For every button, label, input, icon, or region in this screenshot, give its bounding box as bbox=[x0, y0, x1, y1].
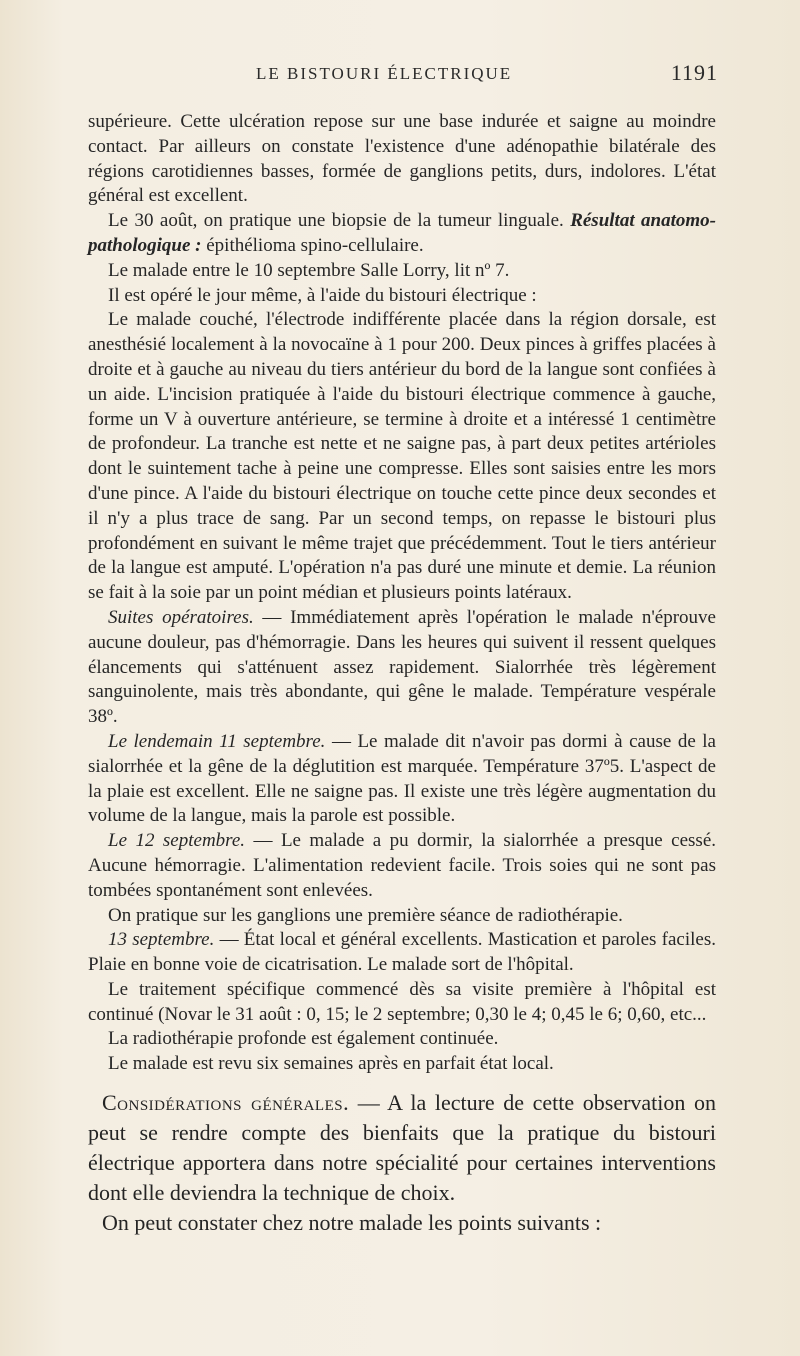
paragraph bbox=[88, 978, 716, 1028]
paragraph-text: Le malade entre le 10 septembre Salle Lorry, lit nº 7. bbox=[108, 259, 510, 281]
paragraph bbox=[88, 904, 716, 929]
paragraph bbox=[88, 110, 716, 209]
paragraph-text: Il est opéré le jour même, à l'aide du bistouri électrique : bbox=[108, 284, 537, 306]
paragraph bbox=[88, 284, 716, 309]
paragraph-text: Le malade est revu six semaines après en parfait état local. bbox=[108, 1053, 554, 1075]
section-label: Le 12 septembre. bbox=[108, 830, 246, 852]
paragraph-text: Le malade couché, l'électrode indifférente placée dans la région dorsale, est anesthésié localement à la novocaïne à 1 pour 200. Deux pinces à griffes placées à droite et à gauche au niveau du tiers antérieur du bord de la langue sont confiées à un aide. L'incision pratiquée à l'aide du bistouri électrique commence à gauche, forme un V à ouverture antérieure, se termine à droite et a intéressé 1 centimètre de profondeur. La tranche est nette et ne saigne pas, à part deux petites artérioles dont le suintement tache à peine une compresse. Elles sont saisies entre les mors d'une pince. A l'aide du bistouri électrique on touche cette pince deux secondes et il n'y a plus trace de sang. Par un second temps, on repasse le bistouri plus profondément en suivant le même trajet que précédemment. Tout le tiers antérieur de la langue est amputé. L'opération n'a pas duré une minute et demie. La réunion se fait à la soie par un point médian et plusieurs points latéraux. bbox=[88, 309, 716, 604]
paragraph-text: — État local et général excellents. Mastication et paroles faciles. Plaie en bonne voie de cicatrisation. Le malade sort de l'hôpital. bbox=[88, 929, 716, 976]
conclusion-last-line-text: On peut constater chez notre malade les points suivants : bbox=[102, 1210, 602, 1235]
conclusion-section bbox=[88, 1088, 716, 1238]
paragraph-text: Le traitement spécifique commencé dès sa visite première à l'hôpital est continué (Novar le 31 août : 0, 15; le 2 septembre; 0,30 le 4; 0,45 le 6; 0,60, etc... bbox=[88, 978, 716, 1025]
paragraph bbox=[88, 1052, 716, 1077]
paragraph bbox=[88, 606, 716, 730]
page-number: 1191 bbox=[670, 60, 718, 85]
result-label: Résultat anatomo-pathologique : bbox=[88, 210, 716, 256]
body-text bbox=[88, 110, 716, 1077]
conclusion-text: — A la lecture de cette observation on peut se rendre compte des bienfaits que la pratique du bistouri électrique apportera dans notre spécialité pour certaines interventions dont elle deviendra la technique de choix. bbox=[88, 1090, 716, 1205]
conclusion-last-line bbox=[88, 1208, 716, 1238]
paragraph-text: épithélioma spino-cellulaire. bbox=[201, 234, 424, 256]
conclusion-heading: Considérations générales. bbox=[102, 1090, 350, 1115]
section-label: 13 septembre. bbox=[108, 929, 215, 951]
paragraph-text: — Le malade dit n'avoir pas dormi à cause de la sialorrhée et la gêne de la déglutition est marquée. Température 37º5. L'aspect de la plaie est excellent. Elle ne saigne pas. Il existe une très légère augmentation du volume de la langue, mais la parole est possible. bbox=[88, 730, 716, 827]
paragraph bbox=[88, 308, 716, 606]
paragraph bbox=[88, 259, 716, 284]
paragraph-text: Le 30 août, on pratique une biopsie de la tumeur linguale. bbox=[108, 210, 571, 232]
paragraph bbox=[88, 829, 716, 903]
paragraph-text: On pratique sur les ganglions une première séance de radiothérapie. bbox=[108, 904, 623, 926]
paragraph-text: — Immédiatement après l'opération le malade n'éprouve aucune douleur, pas d'hémorragie. Dans les heures qui suivent il ressent quelques élancements qui s'atténuent assez rapidement. Sialorrhée très légèrement sanguinolente, mais très abondante, qui gêne le malade. Température vespérale 38º. bbox=[88, 606, 716, 728]
paragraph bbox=[88, 1027, 716, 1052]
section-label: Suites opératoires. bbox=[108, 606, 254, 628]
section-label: Le lendemain 11 septembre. bbox=[108, 730, 326, 752]
page-header bbox=[88, 60, 718, 90]
paragraph bbox=[88, 209, 716, 259]
paragraph-text: — Le malade a pu dormir, la sialorrhée a presque cessé. Aucune hémorragie. L'alimentation redevient facile. Trois soies qui ne sont pas tombées spontanément sont enlevées. bbox=[88, 830, 716, 901]
paragraph bbox=[88, 730, 716, 829]
paragraph-text: La radiothérapie profonde est également continuée. bbox=[108, 1028, 499, 1050]
paragraph-text: supérieure. Cette ulcération repose sur une base indurée et saigne au moindre contact. Par ailleurs on constate l'existence d'une adénopathie bilatérale des régions carotidiennes basses, formée de ganglions petits, durs, indolores. L'état général est excellent. bbox=[88, 111, 716, 207]
paragraph bbox=[88, 928, 716, 978]
conclusion-paragraph bbox=[88, 1088, 716, 1208]
running-title: LE BISTOURI ÉLECTRIQUE bbox=[256, 64, 513, 83]
